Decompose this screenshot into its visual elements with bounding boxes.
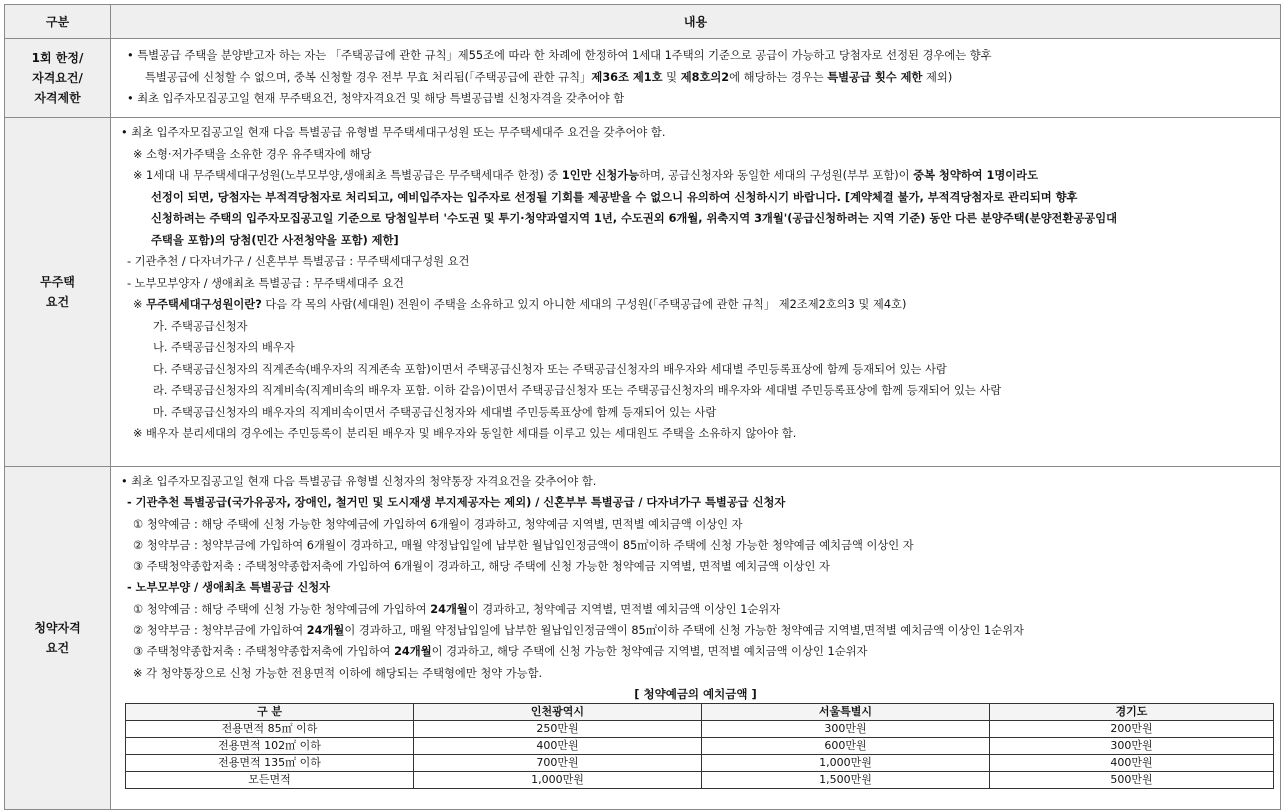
label-line: 자격요건/ xyxy=(32,71,83,85)
row-label-one-time-limit xyxy=(5,39,111,118)
text-line: ※ 소형·저가주택을 소유한 경우 유주택자에 해당 xyxy=(133,147,372,161)
text-line: - 기관추천 특별공급(국가유공자, 장애인, 철거민 및 도시재생 부지제공자는 제외) / 신혼부부 특별공급 / 다자녀가구 특별공급 신청자 xyxy=(127,496,786,510)
row-no-house xyxy=(5,118,1281,467)
deposit-header-cell: 서울특별시 xyxy=(702,703,990,720)
label-line: 자격제한 xyxy=(34,91,81,105)
row-content-one-time-limit xyxy=(111,39,1281,118)
text-line xyxy=(119,641,1272,662)
table-cell: 700만원 xyxy=(414,754,702,771)
text-span: ③ 주택청약종합저축 : 주택청약종합저축에 가입하여 xyxy=(133,645,395,659)
text-line: ※ 배우자 분리세대의 경우에는 주민등록이 분리된 배우자 및 배우자와 동일한 세대를 이루고 있는 세대원도 주택을 소유하지 않아야 함. xyxy=(133,427,797,440)
row-label-no-house xyxy=(5,118,111,467)
table-cell: 300만원 xyxy=(702,720,990,737)
label-line: 1회 한정/ xyxy=(31,51,84,65)
text-span: 이 경과하고, 청약예금 지역별, 면적별 예치금액 이상인 1순위자 xyxy=(467,602,781,616)
label-line: 무주택 xyxy=(40,275,75,289)
text-line: 다. 주택공급신청자의 직계존속(배우자의 직계존속 포함)이면서 주택공급신청자 또는 주택공급신청자의 배우자와 세대별 주민등록표상에 함께 등재되어 있는 사람 xyxy=(153,362,947,376)
text-line xyxy=(119,67,1272,89)
text-line: ③ 주택청약종합저축 : 주택청약종합저축에 가입하여 6개월이 경과하고, 해당 주택에 신청 가능한 청약예금 지역별, 면적별 예치금액 이상인 자 xyxy=(133,560,830,574)
text-line: • 최초 입주자모집공고일 현재 무주택요건, 청약자격요건 및 해당 특별공급별 신청자격을 갖추어야 함 xyxy=(127,92,625,106)
header-row xyxy=(5,5,1281,39)
text-span: 이 경과하고, 해당 주택에 신청 가능한 청약예금 지역별, 면적별 예치금액 이상인 1순위자 xyxy=(431,645,868,659)
table-cell: 400만원 xyxy=(414,737,702,754)
text-line: - 노부모부양 / 생애최초 특별공급 신청자 xyxy=(127,581,331,595)
text-span: 하며, 공급신청자와 동일한 세대의 구성원(부부 포함)이 xyxy=(639,169,914,182)
text-line: • 최초 입주자모집공고일 현재 다음 특별공급 유형별 무주택세대구성원 또는 무주택세대주 요건을 갖추어야 함. xyxy=(121,126,666,139)
table-cell: 1,500만원 xyxy=(702,771,990,788)
table-cell: 전용면적 102㎡ 이하 xyxy=(126,737,414,754)
table-row xyxy=(126,737,1274,754)
special-supply-requirements-table xyxy=(4,4,1281,810)
text-span: 특별공급에 신청할 수 없으며, 중복 신청할 경우 전부 무효 처리됨(「주택공급에 관한 규칙」 xyxy=(145,70,592,84)
row-label-subscription-qualification xyxy=(5,467,111,810)
text-line: 가. 주택공급신청자 xyxy=(153,319,248,333)
text-line xyxy=(119,165,1272,187)
bold-text: 특별공급 횟수 제한 xyxy=(827,70,923,84)
table-cell: 전용면적 135㎡ 이하 xyxy=(126,754,414,771)
row-content-subscription-qualification xyxy=(111,467,1281,810)
text-line: • 특별공급 주택을 분양받고자 하는 자는 「주택공급에 관한 규칙」제55조에 따라 한 차례에 한정하여 1세대 1주택의 기준으로 공급이 가능하고 당첨자로 선정된 경우에는 향후 xyxy=(127,49,992,62)
table-row xyxy=(126,754,1274,771)
table-cell: 250만원 xyxy=(414,720,702,737)
deposit-amount-table xyxy=(125,703,1274,789)
bold-text: 제8호의2 xyxy=(680,70,730,84)
deposit-header-row xyxy=(126,703,1274,720)
text-line: 라. 주택공급신청자의 직계비속(직계비속의 배우자 포함. 이하 같음)이면서 주택공급신청자 또는 주택공급신청자의 배우자와 세대별 주민등록표상에 함께 등재되어 있는 사람 xyxy=(153,384,1002,397)
deposit-table-title: [ 청약예금의 예치금액 ] xyxy=(634,686,757,701)
text-span: ② 청약부금 : 청약부금에 가입하여 xyxy=(133,624,307,638)
text-line: 선정이 되면, 당첨자는 부적격당첨자로 처리되고, 예비입주자는 입주자로 선정될 기회를 제공받을 수 없으니 유의하여 신청하시기 바랍니다. [계약체결 불가, 부적격당첨자로 관리되며 향후 xyxy=(151,190,1078,204)
text-span: 다음 각 목의 사람(세대원) 전원이 주택을 소유하고 있지 아니한 세대의 구성원(「주택공급에 관한 규칙」 제2조제2호의3 및 제4호) xyxy=(261,298,907,311)
bold-text: 24개월 xyxy=(306,624,345,638)
text-line xyxy=(119,599,1272,620)
table-cell: 1,000만원 xyxy=(702,754,990,771)
text-span: ※ 1세대 내 무주택세대구성원(노부모부양,생애최초 특별공급은 무주택세대주 한정) 중 xyxy=(133,169,562,182)
table-cell: 300만원 xyxy=(990,737,1274,754)
text-span: ① 청약예금 : 해당 주택에 신청 가능한 청약예금에 가입하여 xyxy=(133,602,431,616)
text-span: 및 xyxy=(662,70,681,84)
text-span: 이 경과하고, 매월 약정납입일에 납부한 월납입인정금액이 85㎡이하 주택에 신청 가능한 청약예금 지역별,면적별 예치금액 이상인 1순위자 xyxy=(344,624,1024,638)
row-one-time-limit xyxy=(5,39,1281,118)
table-cell: 전용면적 85㎡ 이하 xyxy=(126,720,414,737)
row-subscription-qualification xyxy=(5,467,1281,810)
bold-text: 제36조 제1호 xyxy=(591,70,663,84)
text-line: - 기관추천 / 다자녀가구 / 신혼부부 특별공급 : 무주택세대구성원 요건 xyxy=(127,255,470,268)
text-line: • 최초 입주자모집공고일 현재 다음 특별공급 유형별 신청자의 청약통장 자격요건을 갖추어야 함. xyxy=(121,475,597,488)
text-span: 제외) xyxy=(922,70,953,84)
table-cell: 400만원 xyxy=(990,754,1274,771)
text-line: 신청하려는 주택의 입주자모집공고일 기준으로 당첨일부터 '수도권 및 투기·청약과열지역 1년, 수도권외 6개월, 위축지역 3개월'(공급신청하려는 지역 기준) 동안 다른 분양주택(분양전환공공임대 xyxy=(151,212,1118,225)
header-content: 내용 xyxy=(111,5,1281,39)
text-line: ※ 각 청약통장으로 신청 가능한 전용면적 이하에 해당되는 주택형에만 청약 가능함. xyxy=(133,666,543,680)
bold-text: 24개월 xyxy=(430,602,468,616)
text-span: 에 해당하는 경우는 xyxy=(729,70,828,84)
text-line xyxy=(119,294,1272,316)
text-line: ① 청약예금 : 해당 주택에 신청 가능한 청약예금에 가입하여 6개월이 경과하고, 청약예금 지역별, 면적별 예치금액 이상인 자 xyxy=(133,517,743,531)
table-cell: 모든면적 xyxy=(126,771,414,788)
text-line xyxy=(119,620,1272,641)
bold-text: 1인만 신청가능 xyxy=(561,169,640,182)
text-span: ※ xyxy=(133,298,147,311)
text-line: 주택을 포함)의 당첨(민간 사전청약을 포함) 제한] xyxy=(151,233,399,247)
text-line: 마. 주택공급신청자의 배우자의 직계비속이면서 주택공급신청자와 세대별 주민등록표상에 함께 등재되어 있는 사람 xyxy=(153,405,717,419)
table-row xyxy=(126,720,1274,737)
deposit-header-cell: 구 분 xyxy=(126,703,414,720)
label-line: 요건 xyxy=(45,641,70,655)
label-line: 청약자격 xyxy=(34,621,81,635)
table-cell: 500만원 xyxy=(990,771,1274,788)
table-cell: 200만원 xyxy=(990,720,1274,737)
bold-text: 24개월 xyxy=(394,645,432,659)
table-cell: 600만원 xyxy=(702,737,990,754)
deposit-header-cell: 경기도 xyxy=(990,703,1274,720)
bold-text: 무주택세대구성원이란? xyxy=(146,298,262,311)
header-category: 구분 xyxy=(5,5,111,39)
row-content-no-house xyxy=(111,118,1281,467)
table-row xyxy=(126,771,1274,788)
label-line: 요건 xyxy=(45,295,70,309)
text-line: - 노부모부양자 / 생애최초 특별공급 : 무주택세대주 요건 xyxy=(127,276,404,290)
text-line: ② 청약부금 : 청약부금에 가입하여 6개월이 경과하고, 매월 약정납입일에 납부한 월납입인정금액이 85㎡이하 주택에 신청 가능한 청약예금 예치금액 이상인 자 xyxy=(133,538,914,552)
document xyxy=(4,4,1280,804)
bold-text: 중복 청약하여 1명이라도 xyxy=(913,169,1039,182)
deposit-header-cell: 인천광역시 xyxy=(414,703,702,720)
text-line: 나. 주택공급신청자의 배우자 xyxy=(153,341,295,354)
table-cell: 1,000만원 xyxy=(414,771,702,788)
